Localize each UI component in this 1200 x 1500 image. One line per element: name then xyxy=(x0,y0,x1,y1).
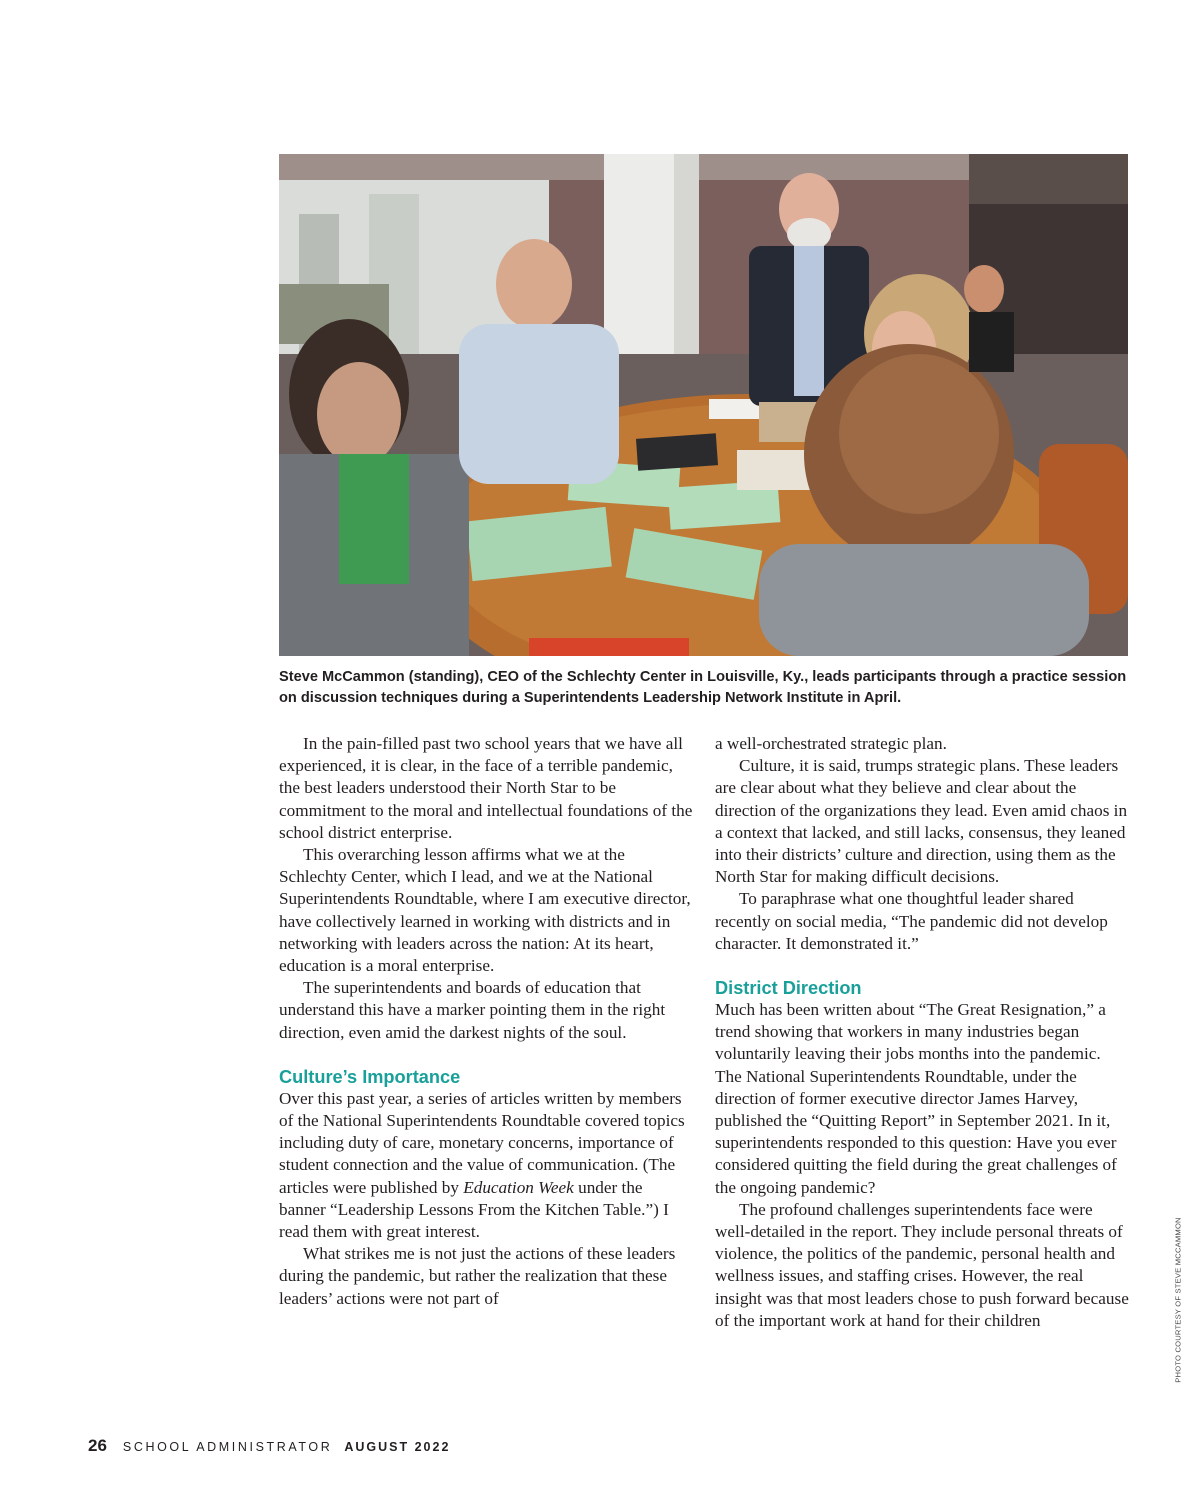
page-footer xyxy=(88,1436,450,1460)
body-paragraph: Much has been written about “The Great Resignation,” a trend showing that workers in many industries began voluntarily leaving their jobs months into the pandemic. The National Superintendents Roundtable, under the direction of former executive director James Harvey, published the “Quitting Report” in September 2021. In it, superintendents responded to this question: Have you ever considered quitting the field during the great challenges of the ongoing pandemic? xyxy=(715,1000,1117,1197)
section-heading-cultures-importance: Culture’s Importance xyxy=(279,1066,461,1087)
body-text: Over this past year, a series of articles written by members of the National Superintendents Roundtable covered topics including duty of care, monetary concerns, importance of student connection and the value of communication. (The articles were published by xyxy=(279,1088,685,1197)
body-paragraph: In the pain-filled past two school years that we have all experienced, it is clear, in the face of a terrible pandemic, the best leaders understood their North Star to be commitment to the moral and intellectual foundations of the school district enterprise. xyxy=(279,734,693,842)
body-paragraph xyxy=(279,1088,693,1243)
photo-credit-text: PHOTO COURTESY OF STEVE MCCAMMON xyxy=(1173,1217,1183,1383)
photo-credit xyxy=(1170,1217,1186,1383)
photo-caption: Steve McCammon (standing), CEO of the Schlechty Center in Louisville, Ky., leads participants through a practice session on discussion techniques during a Superintendents Leadership Network Institute in April. xyxy=(279,669,1127,706)
page-number: 26 xyxy=(88,1436,107,1455)
article-column-left xyxy=(279,733,693,1310)
photo-illustration xyxy=(279,154,1128,656)
article-photo xyxy=(279,154,1128,656)
body-paragraph: What strikes me is not just the actions of these leaders during the pandemic, but rather the realization that these leaders’ actions were not part of xyxy=(279,1244,676,1308)
body-paragraph: a well-orchestrated strategic plan. xyxy=(715,734,947,753)
body-paragraph: This overarching lesson affirms what we at the Schlechty Center, which I lead, and we at the National Superintendents Roundtable, where I am executive director, have collectively learned in working with districts and in networking with leaders across the nation: At its heart, education is a moral enterprise. xyxy=(279,845,691,976)
body-paragraph: The superintendents and boards of education that understand this have a marker pointing them in the right direction, even amid the darkest nights of the soul. xyxy=(279,978,666,1042)
publication-name: SCHOOL ADMINISTRATOR xyxy=(122,1440,333,1454)
body-paragraph: The profound challenges superintendents face were well-detailed in the report. They include personal threats of violence, the politics of the pandemic, personal health and wellness issues, and staffing crises. However, the real insight was that most leaders chose to push forward because of the important work at hand for their children xyxy=(715,1199,1129,1330)
body-text: under the banner “Leadership Lessons From the Kitchen Table.”) I read them with great interest. xyxy=(279,1177,669,1242)
section-heading-district-direction: District Direction xyxy=(715,978,862,999)
issue-date: AUGUST 2022 xyxy=(344,1440,451,1454)
body-paragraph: To paraphrase what one thoughtful leader shared recently on social media, “The pandemic did not develop character. It demonstrated it.” xyxy=(715,889,1108,953)
publication-title: Education Week xyxy=(463,1177,574,1197)
body-paragraph: Culture, it is said, trumps strategic plans. These leaders are clear about what they believe and clear about the direction of the organizations they lead. Even amid chaos in a context that lacked, and still lacks, consensus, they leaned into their districts’ culture and direction, using them as the North Star for making difficult decisions. xyxy=(715,756,1128,887)
article-column-right xyxy=(715,733,1129,1332)
